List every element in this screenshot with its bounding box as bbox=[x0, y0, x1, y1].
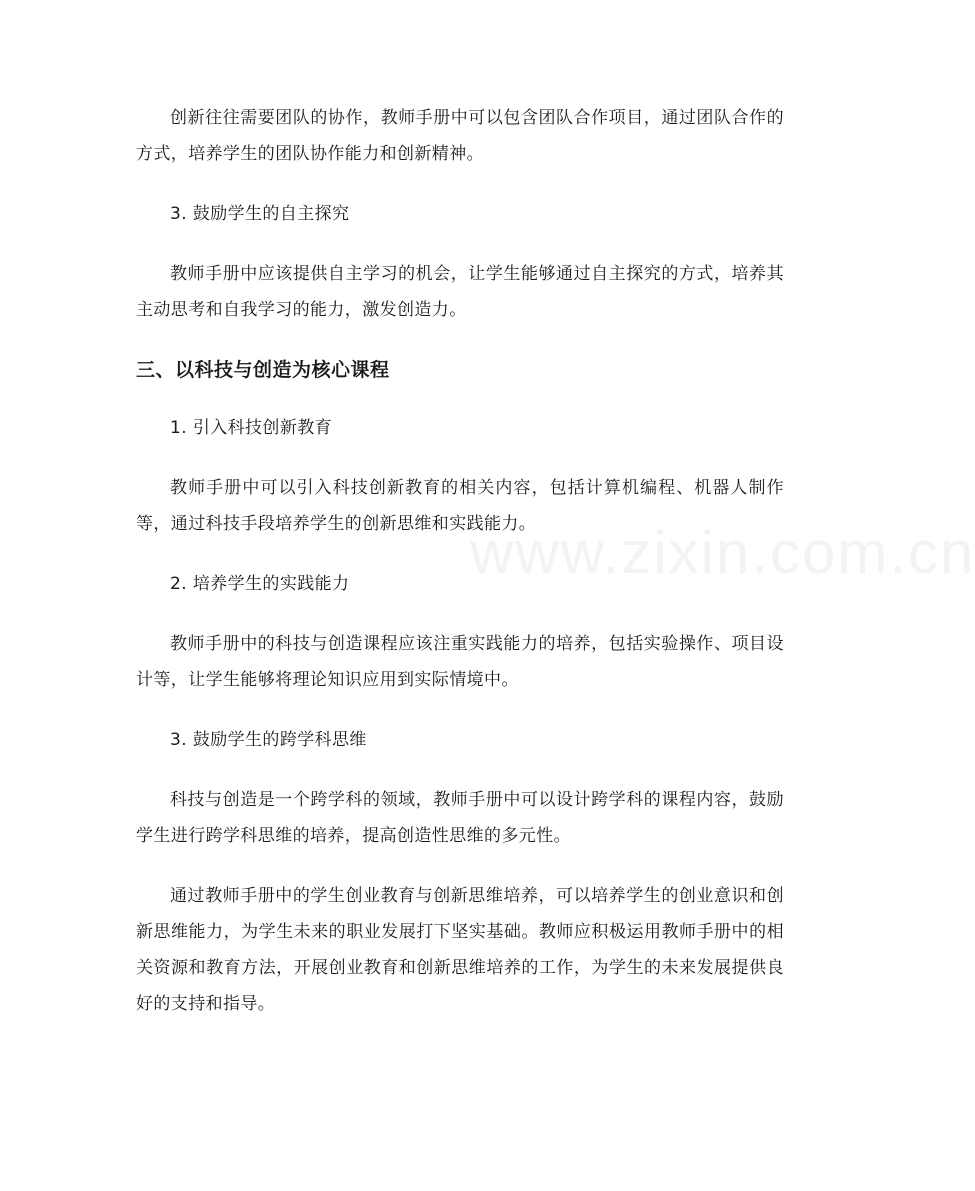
document-body bbox=[136, 100, 784, 1046]
watermark: www.zixin.com.cn bbox=[470, 519, 975, 586]
section-heading-tech-creation: 三、以科技与创造为核心课程 bbox=[136, 359, 390, 381]
paragraph-interdisciplinary: 科技与创造是一个跨学科的领域，教师手册中可以设计跨学科的课程内容，鼓励学生进行跨学科思维的培养，提高创造性思维的多元性。 bbox=[136, 790, 784, 846]
paragraph-tech-innovation: 教师手册中可以引入科技创新教育的相关内容，包括计算机编程、机器人制作等，通过科技手段培养学生的创新思维和实践能力。 bbox=[136, 478, 784, 534]
item-heading-practical-ability: 2. 培养学生的实践能力 bbox=[170, 574, 350, 594]
paragraph-practical-ability: 教师手册中的科技与创造课程应该注重实践能力的培养，包括实验操作、项目设计等，让学生能够将理论知识应用到实际情境中。 bbox=[136, 634, 784, 690]
paragraph-conclusion: 通过教师手册中的学生创业教育与创新思维培养，可以培养学生的创业意识和创新思维能力，为学生未来的职业发展打下坚实基础。教师应积极运用教师手册中的相关资源和教育方法，开展创业教育和创新思维培养的工作，为学生的未来发展提供良好的支持和指导。 bbox=[136, 886, 784, 1014]
item-heading-interdisciplinary: 3. 鼓励学生的跨学科思维 bbox=[170, 730, 367, 750]
paragraph-team-collaboration: 创新往往需要团队的协作，教师手册中可以包含团队合作项目，通过团队合作的方式，培养学生的团队协作能力和创新精神。 bbox=[136, 108, 784, 164]
paragraph-autonomous-inquiry: 教师手册中应该提供自主学习的机会，让学生能够通过自主探究的方式，培养其主动思考和自我学习的能力，激发创造力。 bbox=[136, 264, 784, 320]
item-heading-autonomous-inquiry: 3. 鼓励学生的自主探究 bbox=[170, 204, 350, 224]
item-heading-tech-innovation: 1. 引入科技创新教育 bbox=[170, 418, 333, 438]
